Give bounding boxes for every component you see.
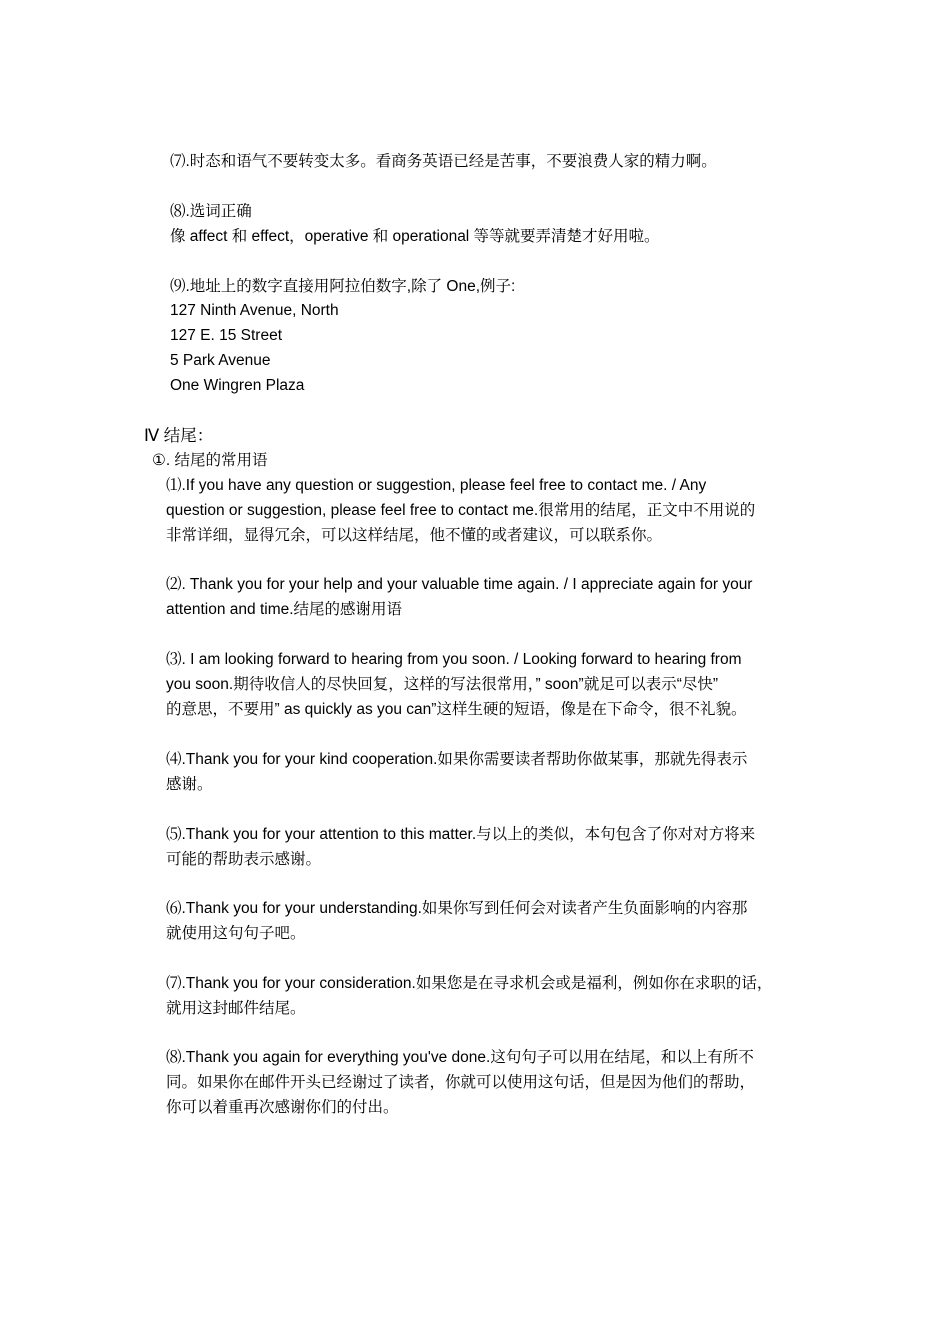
closing-5-line: ⑸.Thank you for your attention to this matter.与以上的类似，本句包含了你对对方将来 xyxy=(166,826,756,843)
closing-1-line: question or suggestion, please feel free to contact me.很常用的结尾，正文中不用说的 xyxy=(166,502,756,519)
tip-9-title: ⑼.地址上的数字直接用阿拉伯数字,除了 One,例子: xyxy=(170,278,516,295)
closing-3-line: ⑶. I am looking forward to hearing from you soon. / Looking forward to hearing from xyxy=(166,651,742,668)
tip-8-line: 像 affect 和 effect，operative 和 operational 等等就要弄清楚才好用啦。 xyxy=(170,228,660,245)
closing-3-line: 的意思，不要用” as quickly as you can”这样生硬的短语，像是在下命令，很不礼貌。 xyxy=(166,701,747,718)
tip-7-line: ⑺.时态和语气不要转变太多。看商务英语已经是苦事，不要浪费人家的精力啊。 xyxy=(170,153,717,170)
address-example: One Wingren Plaza xyxy=(170,377,305,394)
address-example: 127 Ninth Avenue, North xyxy=(170,302,339,319)
closing-8-line: ⑻.Thank you again for everything you've done.这句句子可以用在结尾，和以上有所不 xyxy=(166,1049,754,1066)
address-example: 127 E. 15 Street xyxy=(170,327,283,344)
closing-6-line: ⑹.Thank you for your understanding.如果你写到任何会对读者产生负面影响的内容那 xyxy=(166,900,748,917)
closing-8-line: 你可以着重再次感谢你们的付出。 xyxy=(166,1099,399,1116)
subsection-heading: ①. 结尾的常用语 xyxy=(152,452,268,469)
closing-4-line: 感谢。 xyxy=(166,776,213,793)
closing-7-line: 就用这封邮件结尾。 xyxy=(166,1000,306,1017)
tip-8-title: ⑻.选词正确 xyxy=(170,203,252,220)
closing-1-line: 非常详细，显得冗余，可以这样结尾，他不懂的或者建议，可以联系你。 xyxy=(166,527,663,544)
closing-8-line: 同。如果你在邮件开头已经谢过了读者，你就可以使用这句话，但是因为他们的帮助， xyxy=(166,1074,756,1091)
closing-6-line: 就使用这句句子吧。 xyxy=(166,925,306,942)
section-heading: Ⅳ 结尾： xyxy=(144,427,214,445)
closing-5-line: 可能的帮助表示感谢。 xyxy=(166,851,322,868)
closing-4-line: ⑷.Thank you for your kind cooperation.如果你需要读者帮助你做某事，那就先得表示 xyxy=(166,751,748,768)
address-example: 5 Park Avenue xyxy=(170,352,271,369)
closing-2-line: attention and time.结尾的感谢用语 xyxy=(166,601,403,618)
closing-3-line: you soon.期待收信人的尽快回复，这样的写法很常用，” soon”就足可以表示“尽快” xyxy=(166,676,719,693)
closing-2-line: ⑵. Thank you for your help and your valuable time again. / I appreciate again for your xyxy=(166,576,753,593)
closing-7-line: ⑺.Thank you for your consideration.如果您是在寻求机会或是福利，例如你在求职的话， xyxy=(166,975,773,992)
closing-1-line: ⑴.If you have any question or suggestion, please feel free to contact me. / Any xyxy=(166,477,707,494)
